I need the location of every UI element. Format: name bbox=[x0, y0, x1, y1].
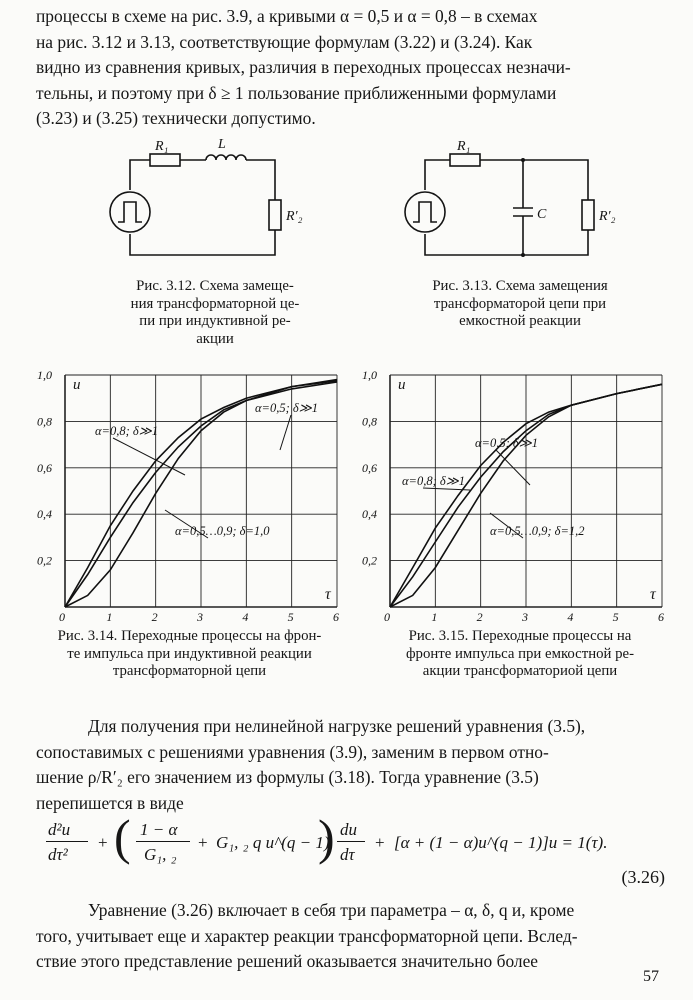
inductor-l bbox=[206, 155, 246, 160]
x-tick-label: 0 bbox=[384, 610, 390, 624]
caption-fig-3-12 bbox=[100, 278, 330, 348]
x-tick-label: 5 bbox=[612, 610, 619, 624]
wire bbox=[246, 160, 275, 200]
eq-g-term: G₁, ₂ q u^(q − 1) bbox=[216, 833, 330, 852]
caption-line: емкостной реакции bbox=[459, 313, 581, 329]
top-paragraph bbox=[36, 4, 666, 132]
y-tick-label: 0,6 bbox=[37, 460, 52, 475]
wire bbox=[480, 160, 588, 200]
eq-denominator-dtau: dτ bbox=[340, 845, 355, 864]
label-l: L bbox=[218, 137, 226, 152]
pulse-shape-icon bbox=[413, 202, 437, 222]
pulse-source bbox=[405, 192, 445, 232]
x-tick-label: 3 bbox=[522, 610, 528, 624]
circuit-diagram-3-13 bbox=[395, 140, 625, 270]
page-number: 57 bbox=[643, 968, 659, 985]
label-r2: R′₂ bbox=[286, 209, 303, 224]
eq-plus: + bbox=[375, 833, 385, 852]
x-axis-label: τ bbox=[650, 586, 656, 603]
wire bbox=[425, 230, 588, 255]
x-tick-label: 2 bbox=[151, 610, 158, 624]
x-tick-label: 1 bbox=[106, 610, 113, 624]
pulse-shape-icon bbox=[118, 202, 142, 222]
text-line: ствие этого представление решений оказывается значительно более bbox=[36, 951, 539, 971]
caption-line: Рис. 3.15. Переходные процессы на bbox=[408, 628, 632, 644]
text-line: Для получения при нелинейной нагрузке решений уравнения (3.5), bbox=[88, 716, 586, 736]
bottom-paragraph bbox=[36, 898, 666, 975]
resistor-r1 bbox=[150, 154, 180, 166]
middle-paragraph bbox=[36, 714, 666, 816]
curve-annotation: α=0,8; δ≫1 bbox=[95, 424, 159, 438]
y-axis-label: u bbox=[73, 377, 81, 393]
x-tick-label: 6 bbox=[333, 610, 339, 624]
caption-line: Рис. 3.12. Схема замеще- bbox=[136, 278, 294, 294]
caption-line: те импульса при индуктивной реакции bbox=[67, 645, 312, 662]
caption-line: ния трансформаторной це- bbox=[130, 295, 300, 312]
text-line: на рис. 3.12 и 3.13, соответствующие формулам (3.22) и (3.24). Как bbox=[36, 31, 533, 52]
x-tick-label: 5 bbox=[287, 610, 294, 624]
text-line: шение ρ/R′₂ его значением из формулы (3.18). Тогда уравнение (3.5) bbox=[36, 767, 539, 787]
eq-numerator-du: du bbox=[340, 820, 357, 839]
equation-number: (3.26) bbox=[621, 867, 665, 887]
caption-fig-3-15 bbox=[370, 628, 670, 681]
y-tick-label: 0,8 bbox=[362, 414, 377, 429]
y-tick-label: 1,0 bbox=[362, 368, 377, 382]
annotation-leader bbox=[280, 415, 291, 450]
text-line: Уравнение (3.26) включает в себя три параметра – α, δ, q и, кроме bbox=[88, 900, 575, 920]
eq-numerator-1-alpha: 1 − α bbox=[140, 820, 178, 839]
caption-line: пи при индуктивной ре- bbox=[139, 313, 291, 329]
x-axis-label: τ bbox=[325, 586, 331, 603]
y-axis-label: u bbox=[398, 377, 406, 393]
caption-line: трансформаторной цепи bbox=[112, 663, 267, 679]
label-r2: R′₂ bbox=[599, 209, 616, 224]
caption-fig-3-13 bbox=[395, 278, 645, 331]
x-tick-label: 3 bbox=[197, 610, 203, 624]
text-line: процессы в схеме на рис. 3.9, а кривыми α = 0,5 и α = 0,8 – в схемах bbox=[36, 6, 538, 26]
label-c: C bbox=[537, 207, 547, 222]
x-tick-label: 4 bbox=[567, 610, 574, 624]
eq-plus: + bbox=[98, 833, 108, 852]
eq-numerator-d2u: d²u bbox=[48, 820, 71, 839]
caption-line: акции трансформаториой цепи bbox=[422, 663, 618, 679]
text-line: того, учитывает еще и характер реакции трансформаторной цепи. Вслед- bbox=[36, 925, 578, 946]
curve-annotation: α=0,8; δ≫1 bbox=[402, 474, 466, 488]
y-tick-label: 0,2 bbox=[37, 553, 52, 568]
y-tick-label: 0,8 bbox=[37, 414, 52, 429]
resistor-r2 bbox=[582, 200, 594, 230]
y-tick-label: 0,6 bbox=[362, 460, 377, 475]
eq-fraction-bar bbox=[46, 841, 88, 842]
resistor-r2 bbox=[269, 200, 281, 230]
eq-fraction-bar bbox=[136, 841, 190, 842]
eq-right-paren: ) bbox=[318, 809, 335, 865]
text-line: сопоставимых с решениями уравнения (3.9), заменим в первом отно- bbox=[36, 741, 549, 762]
chart-fig-3-15 bbox=[355, 362, 675, 622]
text-line: перепишется в виде bbox=[36, 792, 184, 813]
caption-line: трансформаторой цепи при bbox=[433, 295, 607, 312]
eq-bracket-term: [α + (1 − α)u^(q − 1)]u = 1(τ). bbox=[394, 833, 608, 852]
wire bbox=[425, 160, 450, 190]
eq-denominator-g12: G₁, ₂ bbox=[144, 845, 177, 864]
caption-line: Рис. 3.13. Схема замещения bbox=[432, 278, 608, 294]
curve-annotation: α=0,5…0,9; δ=1,0 bbox=[175, 524, 270, 538]
y-tick-label: 0,4 bbox=[37, 507, 52, 522]
eq-denominator-dtau2: dτ² bbox=[48, 845, 68, 864]
wire bbox=[130, 160, 150, 190]
chart-fig-3-14 bbox=[30, 362, 350, 622]
label-r1: R₁ bbox=[155, 139, 169, 154]
eq-left-paren: ( bbox=[114, 809, 131, 865]
y-tick-label: 0,2 bbox=[362, 553, 377, 568]
x-tick-label: 6 bbox=[658, 610, 664, 624]
caption-line: акции bbox=[196, 330, 234, 347]
x-tick-label: 2 bbox=[476, 610, 483, 624]
junction-dot bbox=[521, 158, 525, 162]
y-tick-label: 1,0 bbox=[37, 368, 52, 382]
curve-annotation: α=0,5; δ≫1 bbox=[255, 401, 319, 415]
text-line: тельны, и поэтому при δ ≥ 1 пользование приближенными формулами bbox=[36, 82, 557, 103]
pulse-source bbox=[110, 192, 150, 232]
caption-fig-3-14 bbox=[22, 628, 357, 681]
x-tick-label: 4 bbox=[242, 610, 249, 624]
eq-fraction-bar bbox=[337, 841, 365, 842]
caption-line: фронте импульса при емкостной ре- bbox=[405, 645, 635, 662]
circuit-diagram-3-12 bbox=[100, 137, 320, 270]
y-tick-label: 0,4 bbox=[362, 507, 377, 522]
resistor-r1 bbox=[450, 154, 480, 166]
x-tick-label: 0 bbox=[59, 610, 65, 624]
wire bbox=[130, 230, 275, 255]
text-line: видно из сравнения кривых, различия в переходных процессах незначи- bbox=[36, 57, 571, 77]
label-r1: R₁ bbox=[457, 139, 471, 154]
caption-line: Рис. 3.14. Переходные процессы на фрон- bbox=[57, 628, 322, 644]
text-line: (3.23) и (3.25) технически допустимо. bbox=[36, 108, 316, 128]
eq-plus: + bbox=[198, 833, 208, 852]
x-tick-label: 1 bbox=[431, 610, 438, 624]
curve-annotation: α=0,5…0,9; δ=1,2 bbox=[490, 524, 585, 538]
curve-annotation: α=0,5; δ≫1 bbox=[475, 436, 539, 450]
